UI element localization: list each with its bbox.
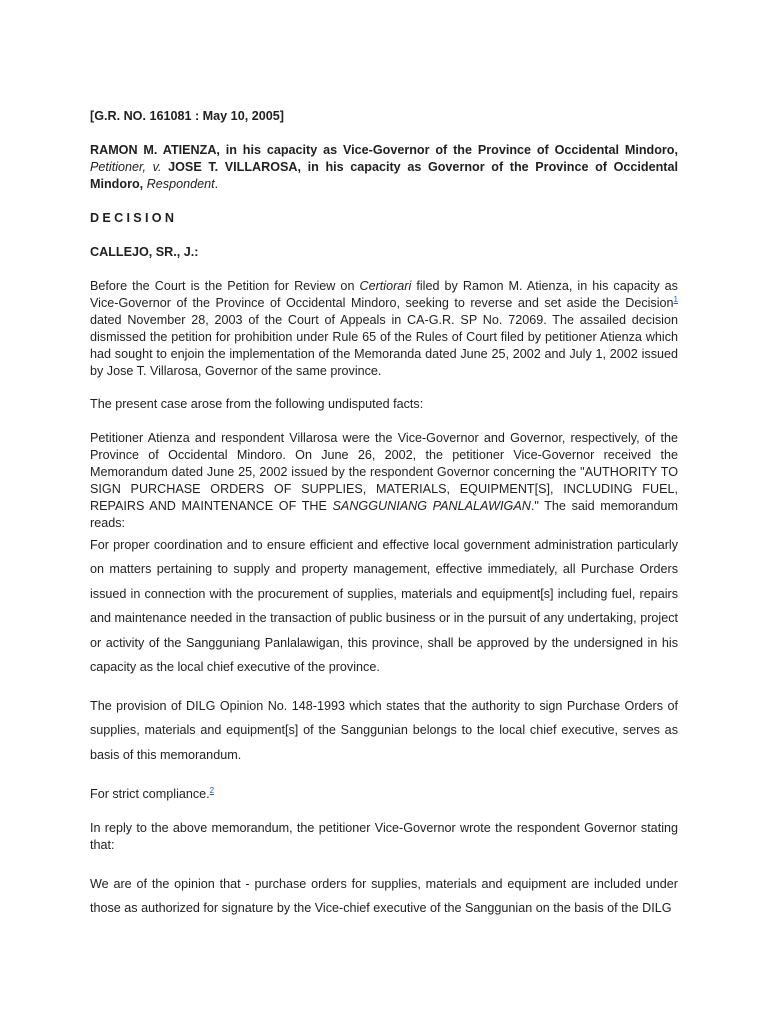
memo-paragraph-1: For proper coordination and to ensure efficient and effective local government administration particularly on matters pertaining to supply and property management, effective immediately, all Purchase Orders issued in connection with the procurement of supplies, materials and equipment[s] including fuel, repairs and maintenance needed in the transaction of public business or in the pursuit of any undertaking, project or activity of the Sangguniang Panlalawigan, this province, shall be approved by the undersigned in his capacity as the local chief executive of the province. xyxy=(90,538,678,675)
paragraph-1-text-a: Before the Court is the Petition for Review on xyxy=(90,279,360,293)
respondent-role: Respondent xyxy=(146,177,215,191)
certiorari-term: Certiorari xyxy=(359,279,412,293)
decision-heading: DECISION xyxy=(90,211,178,225)
memo-paragraph-3: We are of the opinion that - purchase orders for supplies, materials and equipment are included under those as authorized for signature by the Vice-chief executive of the Sanggunian on the basis of the DILG xyxy=(90,877,678,916)
paragraph-3-text-a: Petitioner Atienza and respondent Villarosa were the Vice-Governor and Governor, respectively, of the Province of Occidental Mindoro. On June 26, 2002, the petitioner Vice-Governor received the Memorandum dated June 25, 2002 issued by the respondent Governor concerning the "AUTHORITY TO SIGN PURCHASE ORDERS OF SUPPLIES, MATERIALS, EQUIPMENT[S], INCLUDING FUEL, REPAIRS AND MAINTENANCE OF THE xyxy=(90,431,678,513)
paragraph-1 xyxy=(90,278,678,380)
memo-closing xyxy=(90,782,678,806)
petitioner-role: Petitioner xyxy=(90,160,143,174)
paragraph-1-text-b: filed by Ramon M. Atienza, in his capacity as Vice-Governor of the Province of Occidental Mindoro, seeking to reverse and set aside the Decision xyxy=(90,279,678,310)
ponente: CALLEJO, SR., J.: xyxy=(90,245,199,259)
versus-text: , v. xyxy=(142,160,169,174)
case-caption xyxy=(90,142,678,193)
paragraph-4: In reply to the above memorandum, the petitioner Vice-Governor wrote the respondent Governor stating that: xyxy=(90,821,678,852)
memo-paragraph-2: The provision of DILG Opinion No. 148-1993 which states that the authority to sign Purchase Orders of supplies, materials and equipment[s] of the Sanggunian belongs to the local chief executive, serves as basis of this memorandum. xyxy=(90,699,678,762)
caption-end: . xyxy=(214,177,219,191)
paragraph-3-text-b: ." The said memorandum reads: xyxy=(90,499,678,530)
memo-closing-text: For strict compliance. xyxy=(90,787,210,801)
respondent-name: JOSE T. VILLAROSA, in his capacity as Governor of the Province of Occidental Mindoro, xyxy=(90,160,678,191)
paragraph-1-text-c: dated November 28, 2003 of the Court of Appeals in CA-G.R. SP No. 72069. The assailed decision dismissed the petition for prohibition under Rule 65 of the Rules of Court filed by petitioner Atienza which had sought to enjoin the implementation of the Memoranda dated June 25, 2002 and July 1, 2002 issued by Jose T. Villarosa, Governor of the same province. xyxy=(90,313,678,378)
sangguniang-term: SANGGUNIANG PANLALAWIGAN xyxy=(332,499,531,513)
footnote-2-link[interactable]: 2 xyxy=(209,785,215,795)
petitioner-name: RAMON M. ATIENZA, in his capacity as Vice-Governor of the Province of Occidental Mindoro, xyxy=(90,143,678,157)
case-number: [G.R. NO. 161081 : May 10, 2005] xyxy=(90,109,284,123)
paragraph-3 xyxy=(90,430,678,532)
paragraph-2: The present case arose from the following undisputed facts: xyxy=(90,397,424,411)
footnote-1-link[interactable]: 1 xyxy=(673,294,678,304)
